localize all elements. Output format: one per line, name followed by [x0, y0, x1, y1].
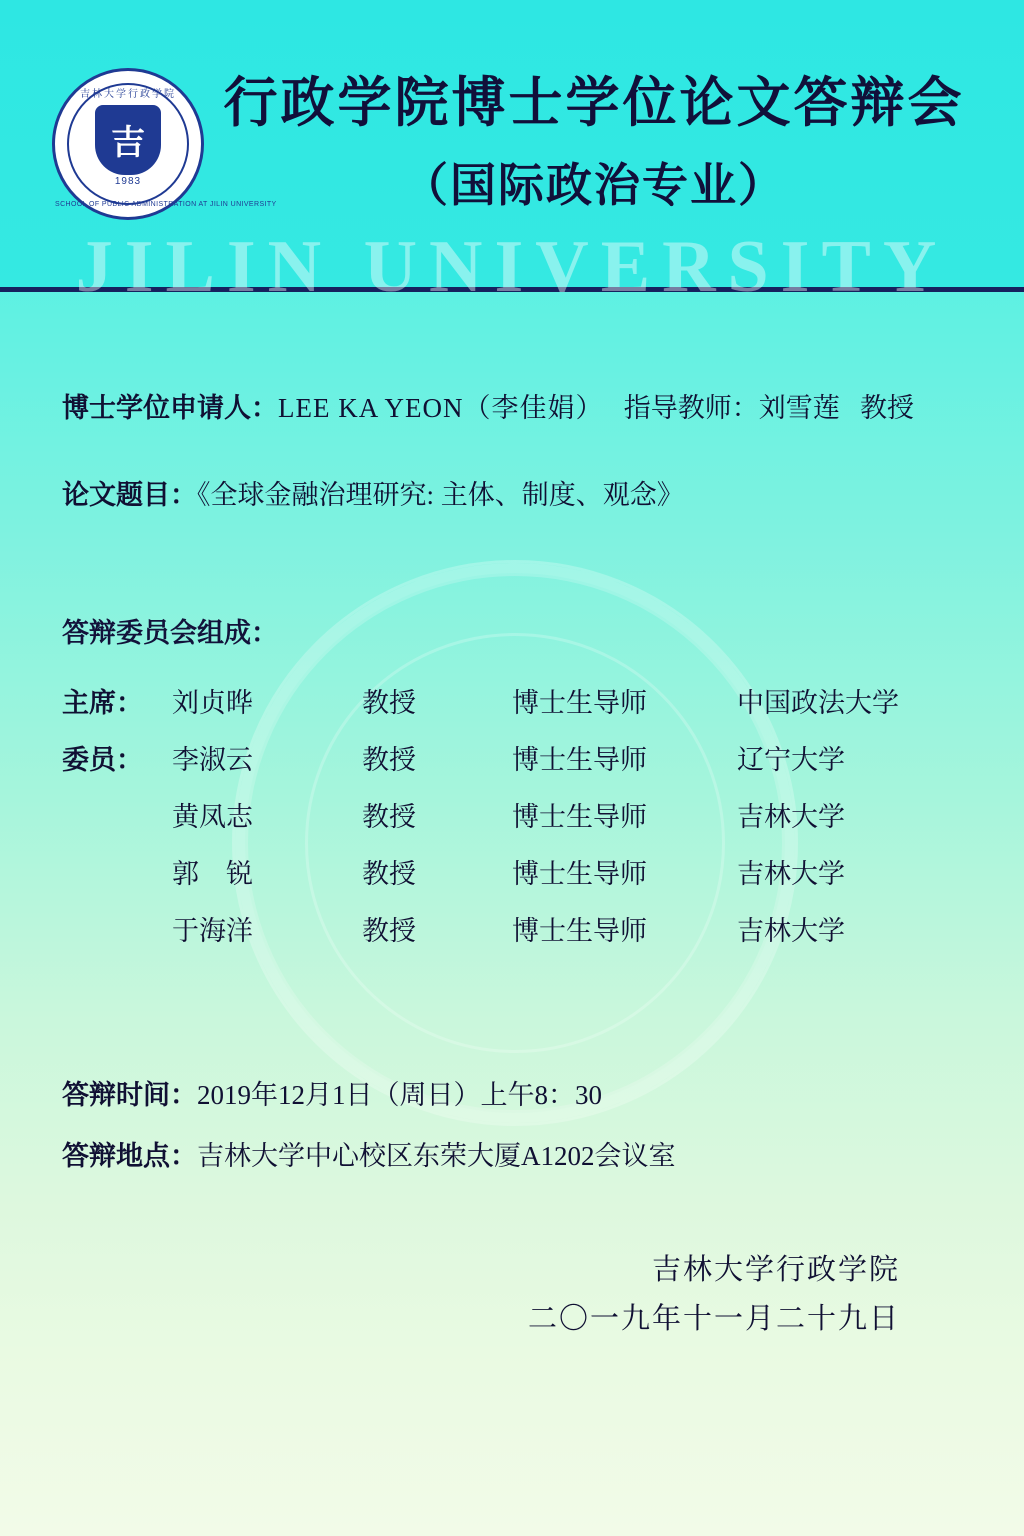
- signature-org: 吉林大学行政学院: [651, 1254, 900, 1286]
- committee-advisor: 博士生导师: [512, 802, 647, 832]
- defense-place-row: [62, 1136, 962, 1177]
- table-row: [62, 900, 899, 957]
- committee-org: 吉林大学: [737, 802, 845, 832]
- table-row: [62, 786, 899, 843]
- committee-role: [62, 900, 172, 957]
- logo-year: 1983: [114, 175, 142, 187]
- schedule-section: [62, 1075, 962, 1176]
- school-logo: [52, 68, 277, 220]
- applicant-row: [62, 388, 962, 429]
- advisor-label: 指导教师：: [623, 393, 759, 423]
- signature-date: 二〇一九年十一月二十九日: [527, 1303, 900, 1336]
- header-titles: [204, 72, 1024, 214]
- committee-advisor: 博士生导师: [512, 745, 647, 775]
- committee-role: 主席：: [62, 688, 143, 718]
- committee-role: [62, 843, 172, 900]
- defense-time-label: 答辩时间：: [62, 1080, 197, 1110]
- defense-time-value: 2019年12月1日（周日）上午8：30: [197, 1080, 602, 1110]
- committee-org: 中国政法大学: [737, 688, 899, 718]
- page-title: 行政学院博士学位论文答辩会: [223, 71, 965, 135]
- thesis-title: 《全球金融治理研究: 主体、制度、观念》: [197, 479, 684, 510]
- defense-place-label: 答辩地点：: [62, 1140, 197, 1171]
- advisor-rank: 教授: [859, 393, 914, 423]
- committee-name: 李淑云: [172, 745, 253, 775]
- committee-name: 郭 锐: [172, 859, 253, 889]
- thesis-row: [62, 475, 962, 516]
- committee-role: [62, 786, 172, 843]
- committee-advisor: 博士生导师: [512, 916, 647, 946]
- page-subtitle: （国际政治专业）: [402, 157, 786, 212]
- committee-role: 委员：: [62, 745, 143, 775]
- committee-rank: 教授: [362, 745, 416, 775]
- committee-rank: 教授: [362, 916, 416, 946]
- logo-chinese-text: 吉林大学行政学院: [80, 88, 176, 100]
- committee-table: [62, 672, 899, 957]
- poster-body: [0, 292, 1024, 1345]
- watermark-text: JILIN UNIVERSITY: [75, 226, 949, 308]
- committee-advisor: 博士生导师: [512, 859, 647, 889]
- advisor-name: 刘雪莲: [758, 393, 840, 423]
- defense-time-row: [62, 1075, 962, 1116]
- table-row: [62, 672, 899, 729]
- committee-org: 吉林大学: [737, 916, 845, 946]
- logo-shield-icon: [95, 105, 161, 175]
- committee-org: 辽宁大学: [737, 745, 845, 775]
- applicant-name: LEE KA YEON（李佳娟）: [278, 393, 604, 423]
- poster-header: [0, 0, 1024, 292]
- committee-org: 吉林大学: [737, 859, 845, 889]
- committee-heading: 答辩委员会组成：: [62, 618, 278, 648]
- committee-rank: 教授: [362, 859, 416, 889]
- committee-name: 于海洋: [172, 916, 253, 946]
- committee-advisor: 博士生导师: [512, 688, 647, 718]
- committee-name: 黄凤志: [172, 802, 253, 832]
- signature-block: [62, 1246, 962, 1345]
- defense-place-value: 吉林大学中心校区东荣大厦A1202会议室: [197, 1140, 676, 1171]
- committee-rank: 教授: [362, 802, 416, 832]
- logo-shield-glyph: 吉: [111, 124, 145, 162]
- logo-english-text: SCHOOL OF PUBLIC ADMINISTRATION AT JILIN UNIVERSITY: [55, 200, 277, 208]
- applicant-label: 博士学位申请人：: [62, 393, 278, 423]
- thesis-label: 论文题目：: [62, 479, 197, 510]
- table-row: [62, 843, 899, 900]
- table-row: [62, 729, 899, 786]
- committee-name: 刘贞晔: [172, 688, 253, 718]
- committee-rank: 教授: [362, 688, 416, 718]
